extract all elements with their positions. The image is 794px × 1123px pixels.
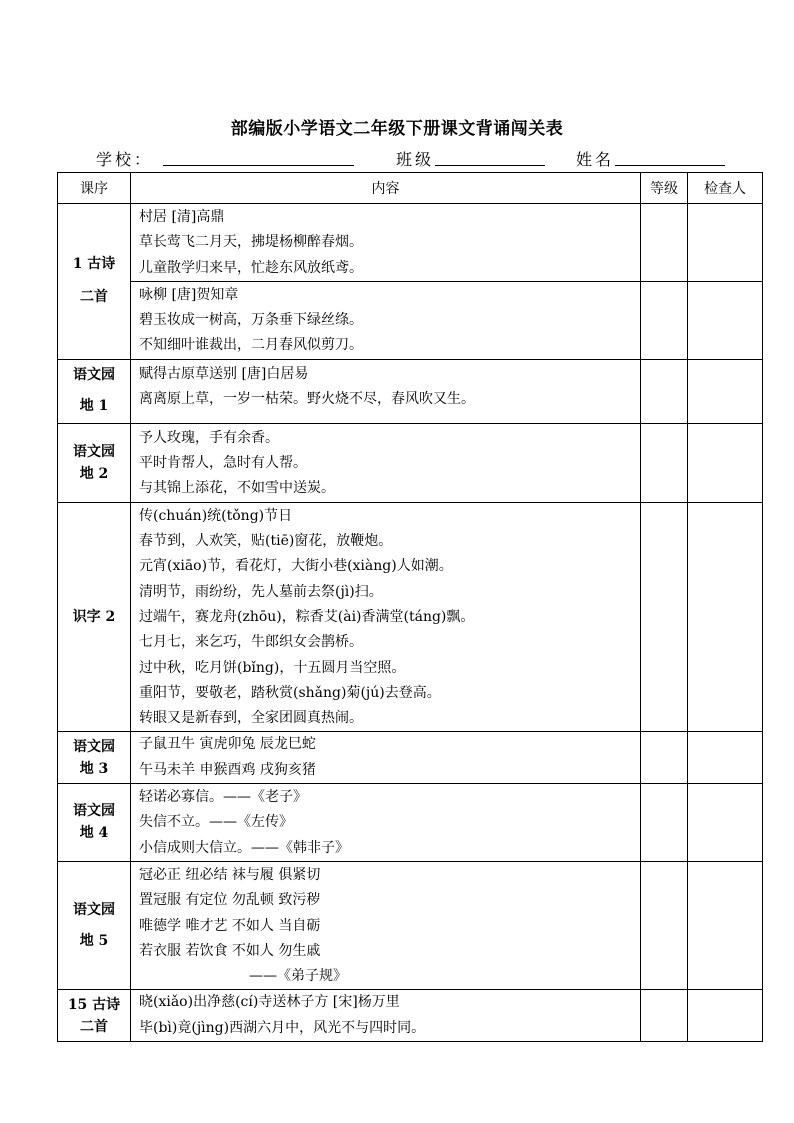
content-line: 过端午，赛龙舟(zhōu)，粽香艾(ài)香满堂(táng)飘。 xyxy=(139,608,475,625)
content-cell xyxy=(131,861,641,989)
grade-cell[interactable] xyxy=(641,204,688,282)
attribution-line: ——《弟子规》 xyxy=(249,968,347,985)
content-line: 重阳节，要敬老，踏秋赏(shǎng)菊(jú)去登高。 xyxy=(139,684,441,701)
content-line: 失信不立。——《左传》 xyxy=(139,814,293,831)
checker-cell[interactable] xyxy=(688,204,763,282)
table-row xyxy=(58,990,763,1042)
header-checker: 检查人 xyxy=(688,173,763,204)
lesson-cell: 语文园 地 5 xyxy=(58,861,131,989)
table-header-row xyxy=(58,173,763,204)
table-row xyxy=(58,784,763,862)
grade-cell[interactable] xyxy=(641,359,688,423)
header-content: 内容 xyxy=(131,173,641,204)
checker-cell[interactable] xyxy=(688,281,763,359)
content-cell xyxy=(131,359,641,423)
lesson-cell: 语文园 地 3 xyxy=(58,732,131,784)
content-cell xyxy=(131,423,641,502)
grade-cell[interactable] xyxy=(641,861,688,989)
lesson-cell: 语文园 地 4 xyxy=(58,784,131,862)
content-line: 若衣服 若饮食 不如人 勿生戚 xyxy=(139,942,321,959)
content-cell xyxy=(131,732,641,784)
checker-cell[interactable] xyxy=(688,990,763,1042)
table-row xyxy=(58,281,763,359)
content-line: 离离原上草，一岁一枯荣。野火烧不尽，春风吹又生。 xyxy=(139,391,475,408)
checker-cell[interactable] xyxy=(688,861,763,989)
page-title: 部编版小学语文二年级下册课文背诵闯关表 xyxy=(230,119,564,139)
header-lesson: 课序 xyxy=(58,173,131,204)
content-line: 咏柳 [唐]贺知章 xyxy=(139,286,239,303)
table-row xyxy=(58,204,763,282)
content-cell xyxy=(131,502,641,732)
content-line: 唯德学 唯才艺 不如人 当自砺 xyxy=(139,917,321,934)
name-label: 姓名 xyxy=(576,150,615,169)
grade-cell[interactable] xyxy=(641,502,688,732)
content-line: 平时肯帮人，急时有人帮。 xyxy=(139,455,307,472)
table-row xyxy=(58,732,763,784)
grade-cell[interactable] xyxy=(641,784,688,862)
table-row xyxy=(58,423,763,502)
table-row xyxy=(58,359,763,423)
grade-cell[interactable] xyxy=(641,281,688,359)
content-line: 小信成则大信立。——《韩非子》 xyxy=(139,839,349,856)
checker-cell[interactable] xyxy=(688,423,763,502)
content-line: 过中秋，吃月饼(bǐng)，十五圆月当空照。 xyxy=(139,659,406,676)
content-line: 置冠服 有定位 勿乱顿 致污秽 xyxy=(139,892,321,909)
lesson-cell: 语文园 地 2 xyxy=(58,423,131,502)
content-line: 碧玉妆成一树高，万条垂下绿丝绦。 xyxy=(139,312,363,329)
content-line: 子鼠丑牛 寅虎卯兔 辰龙巳蛇 xyxy=(139,736,316,753)
content-cell xyxy=(131,784,641,862)
content-line: 与其锦上添花，不如雪中送炭。 xyxy=(139,480,335,497)
recitation-table xyxy=(57,172,763,1042)
content-line: 赋得古原草送别 [唐]白居易 xyxy=(139,365,309,382)
grade-cell[interactable] xyxy=(641,423,688,502)
lesson-cell: 识字 2 xyxy=(58,502,131,732)
content-line: 草长莺飞二月天，拂堤杨柳醉春烟。 xyxy=(139,234,363,251)
checker-cell[interactable] xyxy=(688,732,763,784)
table-row xyxy=(58,502,763,732)
content-line: 儿童散学归来早，忙趁东风放纸鸢。 xyxy=(139,259,363,276)
checker-cell[interactable] xyxy=(688,359,763,423)
content-line: 村居 [清]高鼎 xyxy=(139,209,225,225)
content-line: 轻诺必寡信。——《老子》 xyxy=(139,789,307,806)
content-line: 冠必正 纽必结 袜与履 俱紧切 xyxy=(139,866,321,883)
content-line: 予人玫瑰，手有余香。 xyxy=(139,429,279,446)
grade-cell[interactable] xyxy=(641,990,688,1042)
content-line: 清明节，雨纷纷，先人墓前去祭(jì)扫。 xyxy=(139,583,383,600)
checker-cell[interactable] xyxy=(688,784,763,862)
table-row xyxy=(58,861,763,989)
school-label: 学校： xyxy=(96,150,154,169)
name-field[interactable] xyxy=(615,165,725,166)
content-line: 传(chuán)统(tǒng)节日 xyxy=(139,507,293,524)
content-cell xyxy=(131,204,641,282)
content-line: 七月七，来乞巧，牛郎织女会鹊桥。 xyxy=(139,634,363,651)
content-cell xyxy=(131,281,641,359)
content-line: 不知细叶谁裁出，二月春风似剪刀。 xyxy=(139,337,363,354)
content-line: 元宵(xiāo)节，看花灯，大街小巷(xiàng)人如潮。 xyxy=(139,558,453,575)
grade-cell[interactable] xyxy=(641,732,688,784)
school-field[interactable] xyxy=(163,165,354,166)
content-line: 毕(bì)竟(jìng)西湖六月中，风光不与四时同。 xyxy=(139,1019,426,1036)
checker-cell[interactable] xyxy=(688,502,763,732)
content-line: 晓(xiǎo)出净慈(cí)寺送林子方 [宋]杨万里 xyxy=(139,994,400,1011)
class-field[interactable] xyxy=(435,165,545,166)
content-line: 春节到，人欢笑，贴(tiē)窗花，放鞭炮。 xyxy=(139,533,393,550)
header-grade: 等级 xyxy=(641,173,688,204)
content-line: 午马未羊 申猴酉鸡 戌狗亥猪 xyxy=(139,761,316,778)
content-cell xyxy=(131,990,641,1042)
content-line: 转眼又是新春到，全家团圆真热闹。 xyxy=(139,710,363,727)
lesson-cell: 1 古诗 二首 xyxy=(58,204,131,360)
class-label: 班级 xyxy=(396,150,435,169)
lesson-cell: 15 古诗 二首 xyxy=(58,990,131,1042)
lesson-cell: 语文园 地 1 xyxy=(58,359,131,423)
